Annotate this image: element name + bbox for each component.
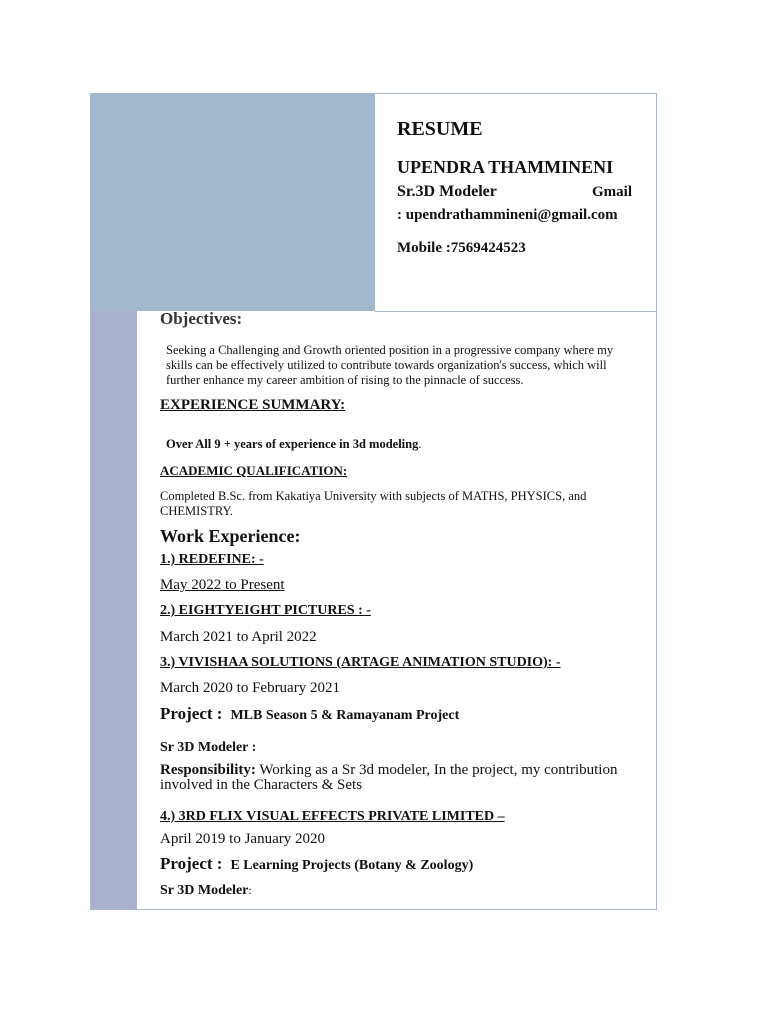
objectives-line-1: Seeking a Challenging and Growth oriented position in a progressive company where my (166, 343, 614, 357)
objectives-line-3: further enhance my career ambition of rising to the pinnacle of success. (166, 373, 524, 387)
objectives-line-2: skills can be effectively utilized to contribute towards organization's success, which will (166, 358, 607, 372)
header-divider (375, 311, 657, 312)
resume-title: RESUME (397, 118, 483, 140)
experience-summary-text (166, 437, 421, 452)
job-2-period: March 2021 to April 2022 (160, 629, 317, 645)
experience-summary-value: Over All 9 + years of experience in 3d modeling (166, 437, 419, 451)
job-4-project-label: Project : (160, 854, 223, 873)
job-4-role-line (160, 883, 252, 899)
job-4-period: April 2019 to January 2020 (160, 831, 325, 847)
job-4-role-colon: : (248, 883, 252, 897)
objectives-heading: Objectives: (160, 309, 243, 328)
gmail-label: Gmail (592, 184, 632, 200)
candidate-role: Sr.3D Modeler (397, 183, 497, 200)
job-1-period: May 2022 to Present (160, 577, 285, 593)
job-3-project-label: Project : (160, 704, 223, 723)
job-3-company: 3.) VIVISHAA SOLUTIONS (ARTAGE ANIMATION STUDIO): - (160, 655, 561, 670)
job-4-role: Sr 3D Modeler (160, 883, 249, 898)
job-3-responsibility-text: Working as a Sr 3d modeler, In the project, my contribution (255, 762, 618, 778)
job-2-company: 2.) EIGHTYEIGHT PICTURES : - (160, 603, 371, 618)
job-4-company: 4.) 3RD FLIX VISUAL EFFECTS PRIVATE LIMITED – (160, 809, 505, 824)
candidate-name: UPENDRA THAMMINENI (397, 157, 614, 177)
job-3-project-name: MLB Season 5 & Ramayanam Project (230, 708, 460, 723)
job-1-company: 1.) REDEFINE: - (160, 552, 264, 567)
mobile-number: Mobile :7569424523 (397, 240, 526, 256)
email-address[interactable]: : upendrathammineni@gmail.com (397, 207, 618, 223)
job-3-responsibility-line-2: involved in the Characters & Sets (160, 777, 363, 793)
work-experience-heading: Work Experience: (160, 526, 301, 546)
experience-summary-period: . (418, 437, 422, 451)
job-3-responsibility-label: Responsibility: (160, 762, 256, 778)
job-3-period: March 2020 to February 2021 (160, 680, 340, 696)
job-3-role: Sr 3D Modeler : (160, 740, 257, 755)
academic-line-1: Completed B.Sc. from Kakatiya University with subjects of MATHS, PHYSICS, and (160, 489, 587, 503)
academic-heading: ACADEMIC QUALIFICATION: (160, 463, 348, 478)
job-4-project (160, 854, 473, 874)
experience-summary-heading: EXPERIENCE SUMMARY: (160, 397, 346, 413)
job-3-project (160, 704, 459, 724)
job-4-project-name: E Learning Projects (Botany & Zoology) (230, 858, 474, 873)
academic-line-2: CHEMISTRY. (160, 504, 234, 518)
